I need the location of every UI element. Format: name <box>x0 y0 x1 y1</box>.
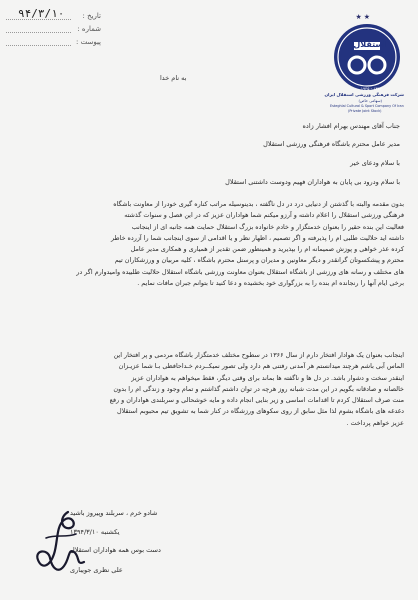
paragraph-line: فرهنگی ورزشی استقلال را اعلام داشته و آرزو میکنم شما هواداران عزیز که در این فصل و سنوات گذشته <box>124 211 404 220</box>
number-label: شماره : <box>77 25 101 33</box>
date-label: تاریخ : <box>82 12 101 20</box>
date-field <box>6 7 101 24</box>
recipient-line-2: مدیر عامل محترم باشگاه فرهنگی ورزشی استقلال <box>263 140 400 148</box>
paragraph-2 <box>14 350 404 429</box>
recipient-line-1: جناب آقای مهندس بهرام افشار زاده <box>302 122 400 130</box>
paragraph-line: بدون مقدمه والبته با گذشتن از دنیایی درد در دل ناگفته ، بدینوسیله مراتب کناره گیری خودرا از معاونت باشگاه <box>113 200 404 208</box>
paragraph-line: منت صرف استقلال کردم تا اقدامات اساسی و زیر بنایی انجام داده و مایه خوشحالی و سربلندی هواداران و رفع <box>109 396 404 405</box>
paragraph-line: اینجانب بعنوان یک هوادار افتخار دارم از سال ۱۳۶۶ در سطوح مختلف خدمتگزار باشگاه مردمی و پر افتخار این <box>113 351 404 359</box>
club-years: ۱۳۲۴ - ۱۹۴۵ <box>360 86 382 91</box>
attachment-label: پیوست : <box>76 38 101 46</box>
paragraph-line: اینقدر سخت و دشوار باشد. در دل ها و ناگفته ها بماند برای وقتی دیگر، فقط میخواهم به هواداران عزیز <box>131 373 404 382</box>
number-field <box>6 25 101 37</box>
star-icons: ★★ <box>355 13 372 21</box>
paragraph-line: خالصانه و صادقانه بگویم در این مدت شبانه روز هرچه در توان داشتم گذاشتم و تمام وجود و زندگی ام را بدون <box>113 384 404 393</box>
attachment-field <box>6 38 101 50</box>
paragraph-line: محترم و پیشکسوتان گرانقدر و دیگر معاونین و مدیران و پرسنل محترم باشگاه ، کلیه مربیان و ورزشکاران تیم <box>114 256 404 265</box>
date-value: ۹۴/۳/۱۰ <box>18 7 65 20</box>
signer-title: دست بوس همه هواداران استقلال <box>70 546 161 554</box>
closing-line: شادو خرم ، سربلند وپیروز باشید <box>70 509 158 517</box>
org-name-fa: شرکت فرهنگی ورزشی استقلال ایران <box>324 92 404 97</box>
letter-date: یکشنبه ۱۳۹۴/۳/۱۰ <box>70 528 120 536</box>
paragraph-line: فعالیت این بنده حقیر را بعنوان خدمتگزار و خادم خانواده بزرگ استقلال حمایت همه جانبه ای از اینجانب <box>131 222 404 231</box>
paragraph-line: عزیز خواهم پرداخت . <box>346 418 404 427</box>
paragraph-line: برخی ایام آنها را رنجانده ام بنده را به بزرگواری خود بخشیده و دعا کنید تا بتوانم جبران مافات نمایم . <box>137 279 404 288</box>
greeting: با سلام ودعای خیر <box>350 159 400 167</box>
paragraph-line: کرده عذر خواهی و پوزش صمیمانه ام را بپذیرید و همینطور ضمن تقدیر از همیاری و همکاری مدیر عامل <box>130 245 404 254</box>
basmala: به نام خدا <box>160 74 187 82</box>
org-name-en: Esteghlal Cultural & Sport Company Of Iran <box>330 104 404 108</box>
number-dotted-line <box>6 32 71 33</box>
paragraph-line: های مختلف و رسانه های ورزشی از باشگاه استقلال بعنوان معاونت ورزشی باشگاه استقلال حلالیت طلبیده وامیدوارم اگر در <box>76 267 404 276</box>
paragraph-line: داشته اید حلالیت طلبی ام را پذیرفته و اگر تصمیم ، اظهار نظر و یا اقدامی از سوی اینجانب شما را آزرده خاطر <box>111 233 404 242</box>
signer-name: علی نظری جویباری <box>70 566 123 574</box>
paragraph-line: الماس آبی باشم هرچند میدانستم هر آمدنی رفتنی هم دارد ولی تصور نمیکــردم خـداحافظی بـا شما عزیـزان <box>118 362 404 371</box>
club-name-latin: ESTEGHLAL <box>363 50 384 54</box>
paragraph-line: دغدغه های باشگاه بشوم لذا مثل سابق از روی سکوهای ورزشگاه در کنار شما به تشویق تیم محبوبم استقلال <box>116 407 404 416</box>
club-name: استقلال <box>353 40 386 49</box>
handwritten-signature-icon <box>28 508 98 578</box>
paragraph-1 <box>14 199 404 289</box>
org-type-en: (Private Joint Stock) <box>348 109 382 113</box>
opening-line: با سلام ودرود بی پایان به هواداران فهیم ودوست داشتنی استقلال <box>225 178 400 186</box>
club-logo <box>324 20 404 116</box>
attachment-dotted-line <box>6 45 71 46</box>
org-type-fa: (سهامی خاص) <box>358 98 382 103</box>
